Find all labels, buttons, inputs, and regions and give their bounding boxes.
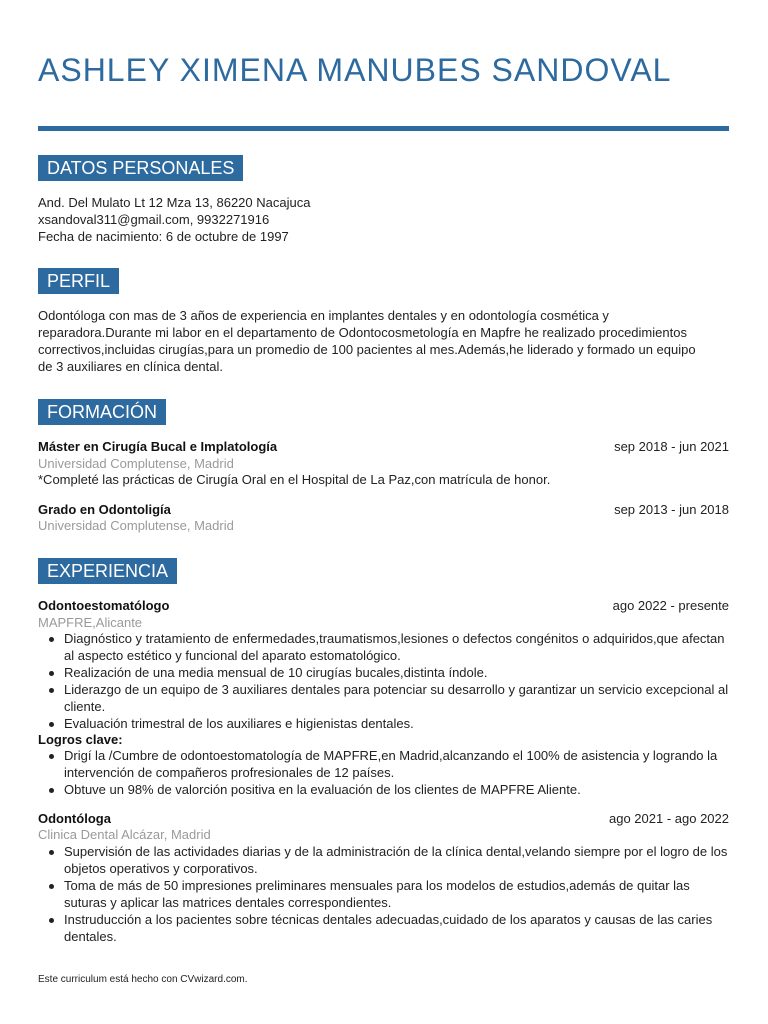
bullet-icon (49, 671, 54, 676)
birthdate-text: Fecha de nacimiento: 6 de octubre de 1997 (38, 229, 289, 244)
education-degree: Grado en Odontoligía (38, 502, 171, 517)
bullet-icon (49, 788, 54, 793)
achievements-label: Logros clave: (38, 732, 123, 747)
header-divider (38, 126, 729, 131)
section-title-education: FORMACIÓN (38, 399, 166, 425)
list-item: Toma de más de 50 impresiones preliminares mensuales para los modelos de estudios,además de quitar las suturas y aplicar las matrices dentales correspondientes. (38, 877, 730, 911)
experience-company: Clinica Dental Alcázar, Madrid (38, 827, 211, 842)
achievements-list (38, 747, 730, 798)
section-title-profile: PERFIL (38, 268, 119, 294)
list-item: Realización de una media mensual de 10 cirugías bucales,distinta índole. (38, 664, 730, 681)
list-item: Evaluación trimestral de los auxiliares e higienistas dentales. (38, 715, 730, 732)
contact-text: xsandoval311@gmail.com, 9932271916 (38, 212, 270, 227)
list-item: Liderazgo de un equipo de 3 auxiliares dentales para potenciar su desarrollo y garantizar un servicio excepcional al cliente. (38, 681, 730, 715)
candidate-name: ASHLEY XIMENA MANUBES SANDOVAL (38, 52, 672, 88)
address-text: And. Del Mulato Lt 12 Mza 13, 86220 Nacajuca (38, 195, 311, 210)
education-degree: Máster en Cirugía Bucal e Implatología (38, 439, 278, 454)
footer-credit: Este curriculum está hecho con CVwizard.com. (38, 974, 248, 985)
education-dates: sep 2013 - jun 2018 (614, 502, 729, 517)
bullet-icon (49, 637, 54, 642)
education-school: Universidad Complutense, Madrid (38, 456, 234, 471)
experience-duties-list (38, 843, 730, 945)
experience-dates: ago 2021 - ago 2022 (609, 811, 729, 826)
education-dates: sep 2018 - jun 2021 (614, 439, 729, 454)
experience-dates: ago 2022 - presente (612, 598, 729, 613)
list-item: Obtuve un 98% de valorción positiva en la evaluación de los clientes de MAPFRE Aliente. (38, 781, 730, 798)
bullet-icon (49, 722, 54, 727)
list-item: Instruducción a los pacientes sobre técnicas dentales adecuadas,cuidado de los aparatos y causas de las caries dentales. (38, 911, 730, 945)
list-item: Supervisión de las actividades diarias y de la administración de la clínica dental,velando siempre por el logro de los objetos operativos y corporativos. (38, 843, 730, 877)
bullet-icon (49, 918, 54, 923)
experience-duties-list (38, 630, 730, 732)
bullet-icon (49, 688, 54, 693)
education-note: *Completé las prácticas de Cirugía Oral en el Hospital de La Paz,con matrícula de honor. (38, 472, 551, 487)
list-item: Diagnóstico y tratamiento de enfermedades,traumatismos,lesiones o defectos congénitos o adquiridos,que afectan al aspecto estético y funcional del aparato estomatológico. (38, 630, 730, 664)
education-school: Universidad Complutense, Madrid (38, 518, 234, 533)
bullet-icon (49, 850, 54, 855)
list-item: Drigí la /Cumbre de odontoestomatología de MAPFRE,en Madrid,alcanzando el 100% de asistencia y logrando la intervención de compañeros profresionales de 12 países. (38, 747, 730, 781)
bullet-icon (49, 884, 54, 889)
profile-text: Odontóloga con mas de 3 años de experiencia en implantes dentales y en odontología cosmética y reparadora.Durante mi labor en el departamento de Odontocosmetología en Mapfre he realizado procedimientos correctivos,incluidas cirugías,para un promedio de 100 pacientes al mes.Además,he liderado y formado un equipo de 3 auxiliares en clínica dental. (38, 308, 696, 374)
experience-role: Odontóloga (38, 811, 111, 826)
section-title-experience: EXPERIENCIA (38, 558, 177, 584)
experience-role: Odontoestomatólogo (38, 598, 170, 613)
experience-company: MAPFRE,Alicante (38, 615, 143, 630)
bullet-icon (49, 754, 54, 759)
section-title-personal: DATOS PERSONALES (38, 155, 243, 181)
